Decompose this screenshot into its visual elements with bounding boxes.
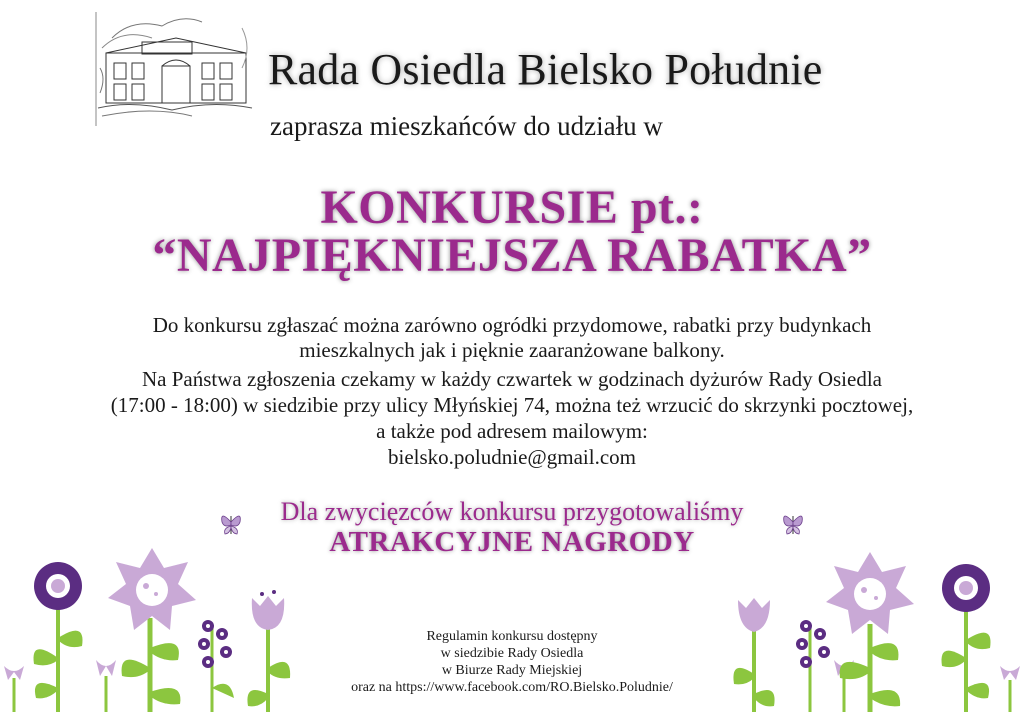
- rules-facebook-link[interactable]: oraz na https://www.facebook.com/RO.Bielsko.Poludnie/: [351, 680, 673, 695]
- rules-line-3: w Biurze Rady Miejskiej: [441, 663, 583, 678]
- body-line-5: a także pod adresem mailowym:: [376, 419, 648, 443]
- building-sketch-illustration: [92, 8, 260, 130]
- rules-line-2: w siedzibie Rady Osiedla: [440, 646, 584, 661]
- contest-heading-line-1: KONKURSIE pt.:: [320, 181, 704, 234]
- email-address: bielsko.poludnie@gmail.com: [388, 445, 636, 469]
- body-line-3: Na Państwa zgłoszenia czekamy w każdy czwartek w godzinach dyżurów Rady Osiedla: [142, 367, 882, 391]
- contest-heading-line-2: “NAJPIĘKNIEJSZA RABATKA”: [152, 229, 872, 282]
- body-line-1: Do konkursu zgłaszać można zarówno ogródki przydomowe, rabatki przy budynkach: [152, 313, 872, 337]
- rules-line-1: Regulamin konkursu dostępny: [426, 629, 598, 644]
- prizes-intro: Dla zwycięzców konkursu przygotowaliśmy: [280, 497, 744, 526]
- body-line-4: (17:00 - 18:00) w siedzibie przy ulicy Młyńskiej 74, można też wrzucić do skrzynki pocztowej,: [110, 393, 914, 417]
- body-line-2: mieszkalnych jak i pięknie zaaranżowane balkony.: [299, 338, 725, 362]
- butterfly-icon: [780, 510, 806, 538]
- butterfly-icon: [218, 510, 244, 538]
- invitation-subtitle: zaprasza mieszkańców do udziału w: [270, 111, 663, 141]
- organization-title: Rada Osiedla Bielsko Południe: [268, 45, 823, 94]
- prizes-heading: ATRAKCYJNE NAGRODY: [329, 526, 695, 558]
